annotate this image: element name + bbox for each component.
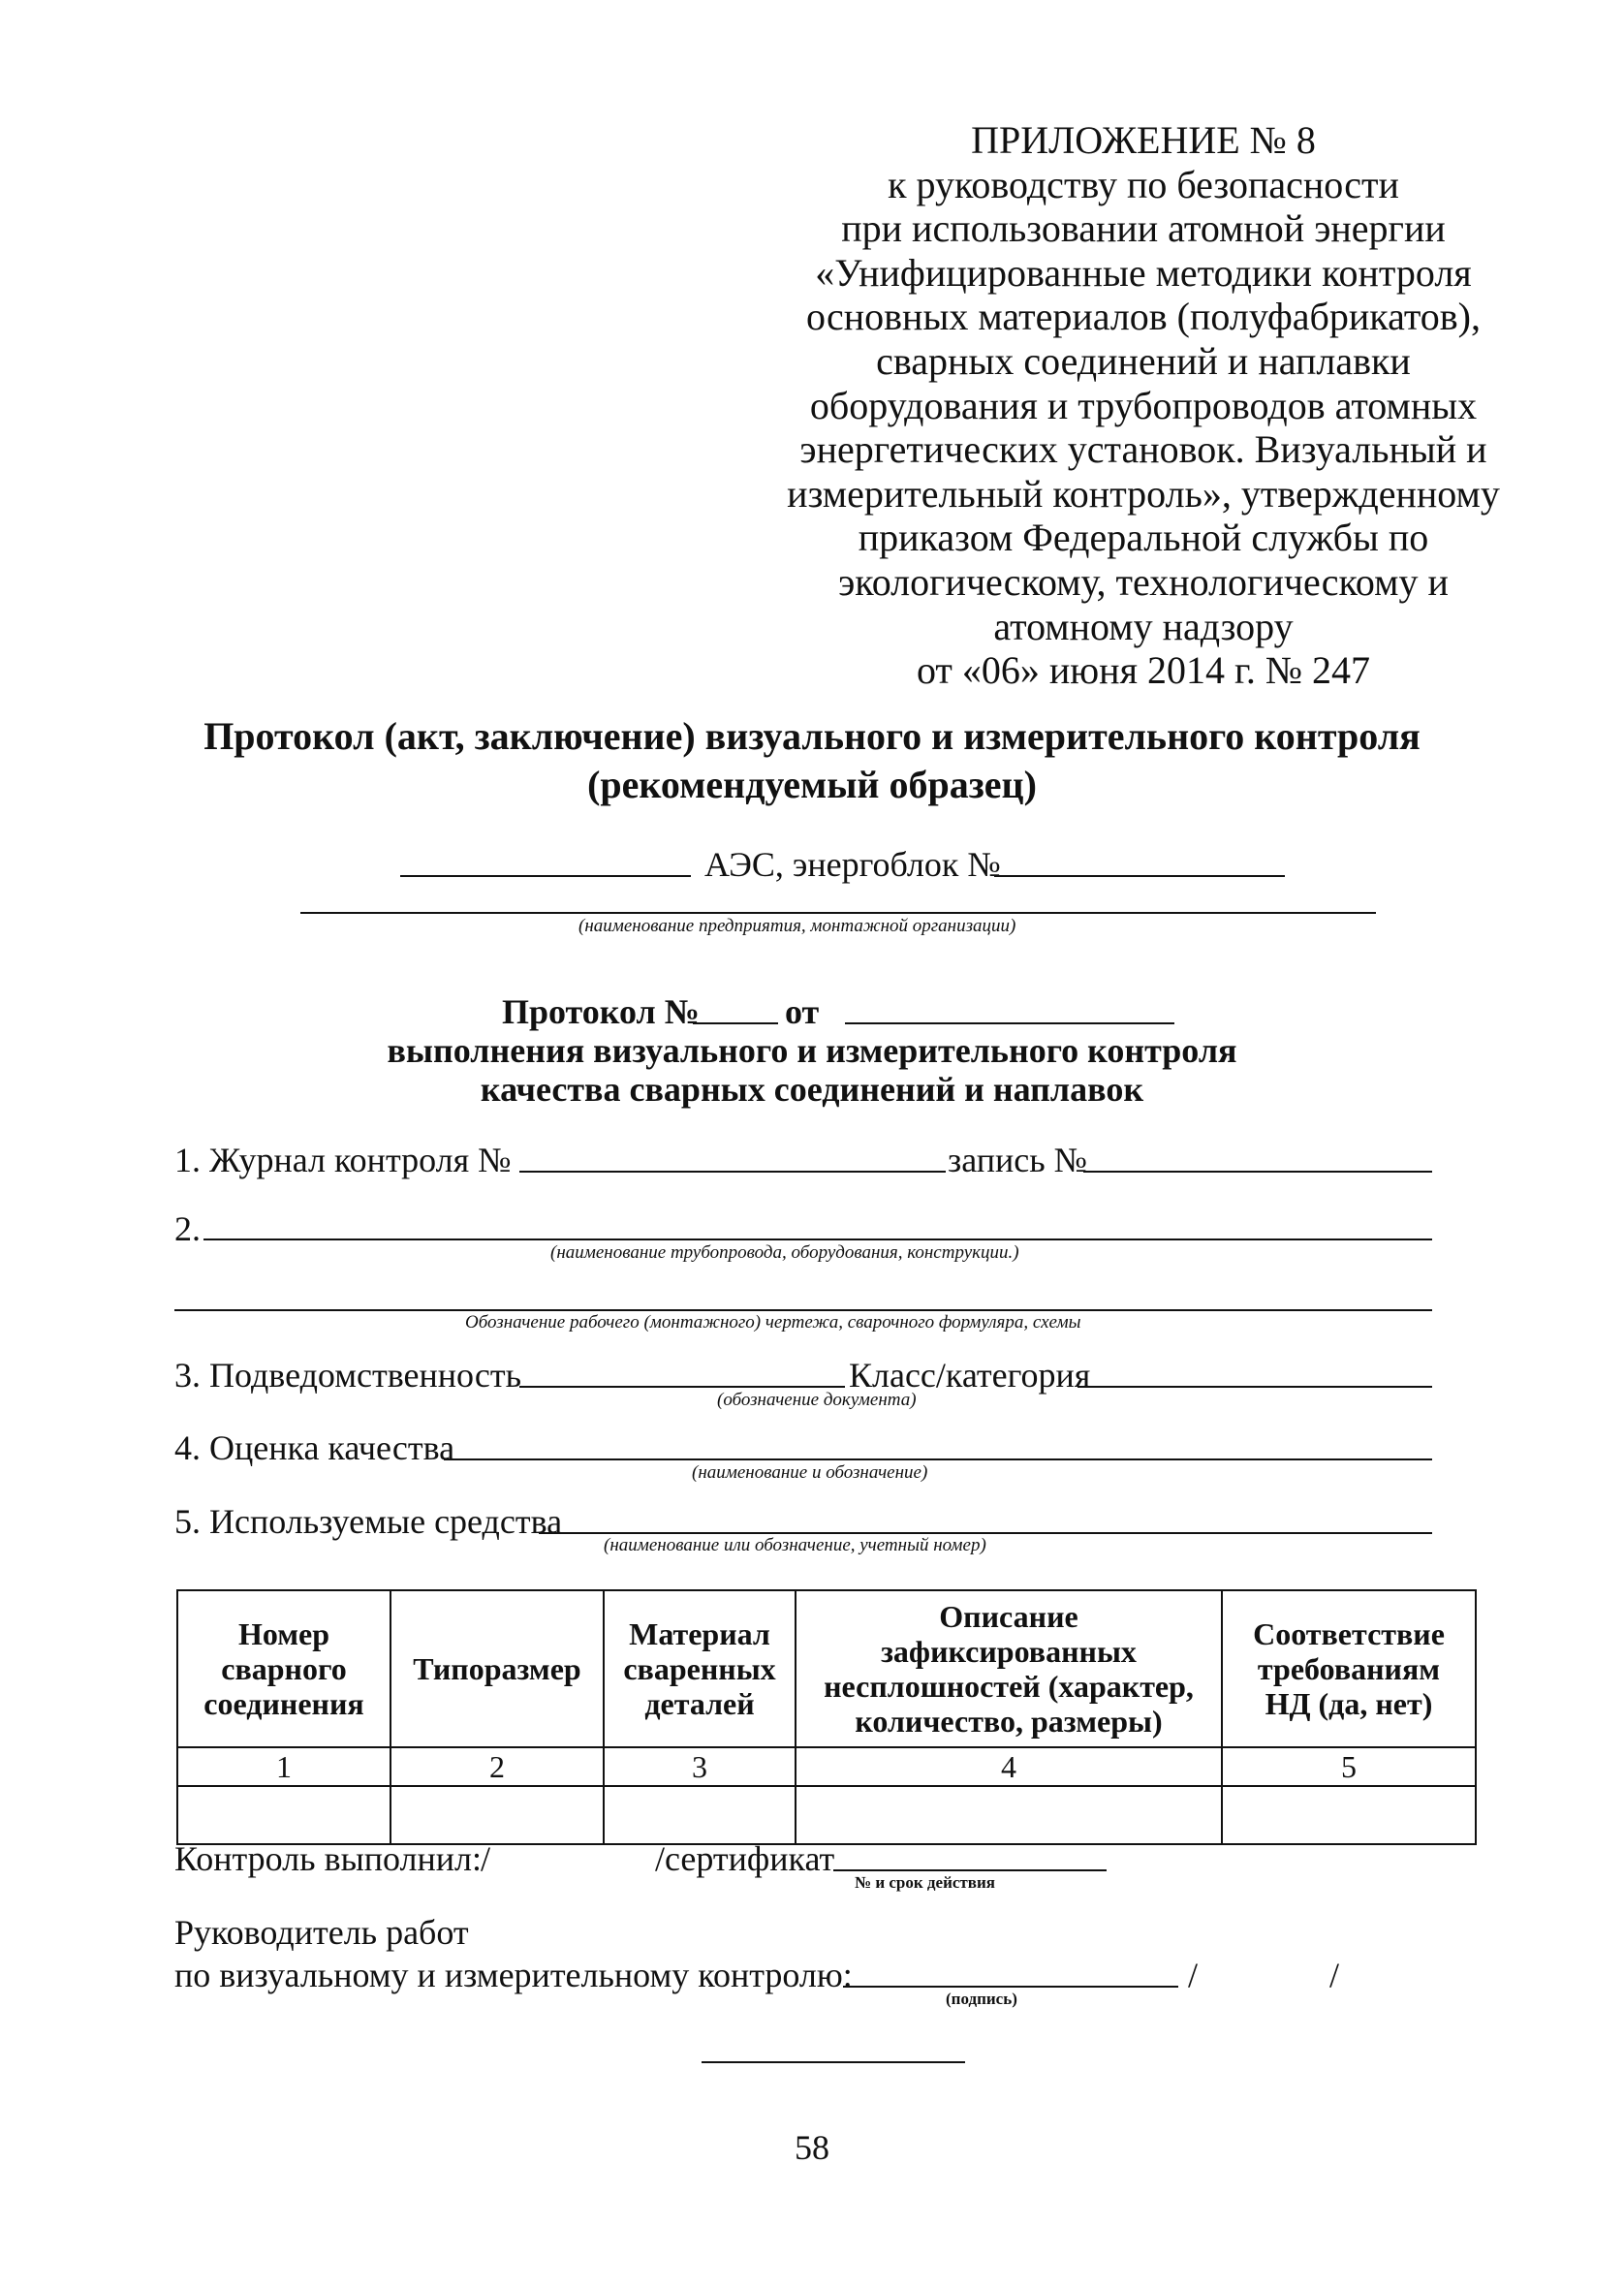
appendix-line: измерительный контроль», утвержденному [787, 471, 1500, 516]
header-size: Типоразмер [390, 1590, 604, 1747]
document-title-line2: (рекомендуемый образец) [587, 763, 1037, 806]
certificate-caption: № и срок действия [855, 1873, 995, 1892]
subordination-field[interactable] [519, 1386, 845, 1388]
certificate-field[interactable] [833, 1869, 1107, 1871]
appendix-line: от «06» июня 2014 г. № 247 [916, 648, 1371, 693]
tools-caption: (наименование или обозначение, учетный номер) [604, 1535, 986, 1555]
journal-label: 1. Журнал контроля № [174, 1141, 512, 1179]
table-cell[interactable] [390, 1786, 604, 1844]
appendix-block [756, 118, 1531, 693]
signature-slash: / [1188, 1956, 1199, 1994]
document-title [145, 712, 1479, 809]
performed-label: Контроль выполнил: [174, 1839, 483, 1878]
pipeline-caption: (наименование трубопровода, оборудования, конструкции.) [550, 1242, 1019, 1263]
subordination-label: 3. Подведомственность [174, 1356, 522, 1395]
protocol-line2: выполнения визуального и измерительного контроля [387, 1031, 1237, 1070]
org-caption: (наименование предприятия, монтажной организации) [578, 916, 1016, 936]
header-compliance: Соответствие требованиям НД (да, нет) [1222, 1590, 1476, 1747]
document-title-line1: Протокол (акт, заключение) визуального и измерительного контроля [203, 714, 1421, 758]
header-defects: Описание зафиксированных несплошностей (характер, количество, размеры) [796, 1590, 1222, 1747]
appendix-line: «Унифицированные методики контроля [815, 250, 1472, 295]
signature-field[interactable] [843, 1986, 1178, 1988]
subordination-caption: (обозначение документа) [717, 1390, 917, 1410]
signature-slash: / [1329, 1956, 1340, 1994]
appendix-line: основных материалов (полуфабрикатов), [806, 295, 1481, 339]
quality-label: 4. Оценка качества [174, 1428, 455, 1467]
results-table [176, 1589, 1477, 1845]
appendix-line: экологическому, технологическому и [838, 559, 1449, 604]
org-label: АЭС, энергоблок № [704, 845, 1001, 884]
quality-field[interactable] [444, 1458, 1432, 1460]
column-number: 1 [177, 1747, 390, 1786]
item2-label: 2. [174, 1209, 201, 1248]
appendix-line: сварных соединений и наплавки [876, 338, 1411, 383]
appendix-line: приказом Федеральной службы по [858, 516, 1429, 560]
pipeline-field[interactable] [203, 1239, 1432, 1240]
appendix-line: оборудования и трубопроводов атомных [809, 383, 1478, 427]
column-number: 5 [1222, 1747, 1476, 1786]
appendix-line: при использовании атомной энергии [841, 206, 1446, 251]
performed-slash: / [481, 1839, 491, 1878]
signature-caption: (подпись) [946, 1990, 1017, 2008]
protocol-date-field[interactable] [845, 1022, 1174, 1024]
header-weld-number: Номер сварного соединения [177, 1590, 390, 1747]
certificate-label: /сертификат [655, 1839, 835, 1878]
quality-caption: (наименование и обозначение) [692, 1462, 928, 1483]
header-material: Материал сваренных деталей [604, 1590, 796, 1747]
column-number: 3 [604, 1747, 796, 1786]
appendix-line: атомному надзору [993, 604, 1294, 648]
class-label: Класс/категория [849, 1356, 1091, 1395]
table-cell[interactable] [796, 1786, 1222, 1844]
tools-label: 5. Используемые средства [174, 1502, 563, 1541]
appendix-line: ПРИЛОЖЕНИЕ № 8 [971, 118, 1316, 162]
head-line2: по визуальному и измерительному контролю: [174, 1956, 853, 1994]
table-number-row [177, 1747, 1476, 1786]
column-number: 4 [796, 1747, 1222, 1786]
org-blank-left[interactable] [400, 875, 691, 877]
tools-field[interactable] [539, 1532, 1432, 1534]
drawing-field[interactable] [174, 1309, 1432, 1311]
appendix-line: к руководству по безопасности [888, 162, 1399, 206]
table-row [177, 1786, 1476, 1844]
table-cell[interactable] [604, 1786, 796, 1844]
protocol-from-label: от [785, 992, 820, 1031]
table-header-row [177, 1590, 1476, 1747]
protocol-number-field[interactable] [693, 1022, 778, 1024]
record-label: запись № [948, 1141, 1087, 1179]
head-line1: Руководитель работ [174, 1913, 469, 1952]
protocol-number-label: Протокол № [502, 992, 700, 1031]
table-cell[interactable] [1222, 1786, 1476, 1844]
record-number-field[interactable] [1083, 1171, 1432, 1173]
protocol-line3: качества сварных соединений и наплавок [480, 1070, 1144, 1109]
org-blank-right[interactable] [994, 875, 1285, 877]
appendix-line: энергетических установок. Визуальный и [799, 427, 1487, 472]
org-name-field[interactable] [300, 912, 1376, 914]
drawing-caption: Обозначение рабочего (монтажного) чертежа, сварочного формуляра, схемы [465, 1312, 1081, 1333]
page-number: 58 [795, 2128, 829, 2167]
footnote-divider [702, 2061, 965, 2063]
class-field[interactable] [1077, 1386, 1432, 1388]
column-number: 2 [390, 1747, 604, 1786]
table-cell[interactable] [177, 1786, 390, 1844]
journal-number-field[interactable] [519, 1171, 946, 1173]
